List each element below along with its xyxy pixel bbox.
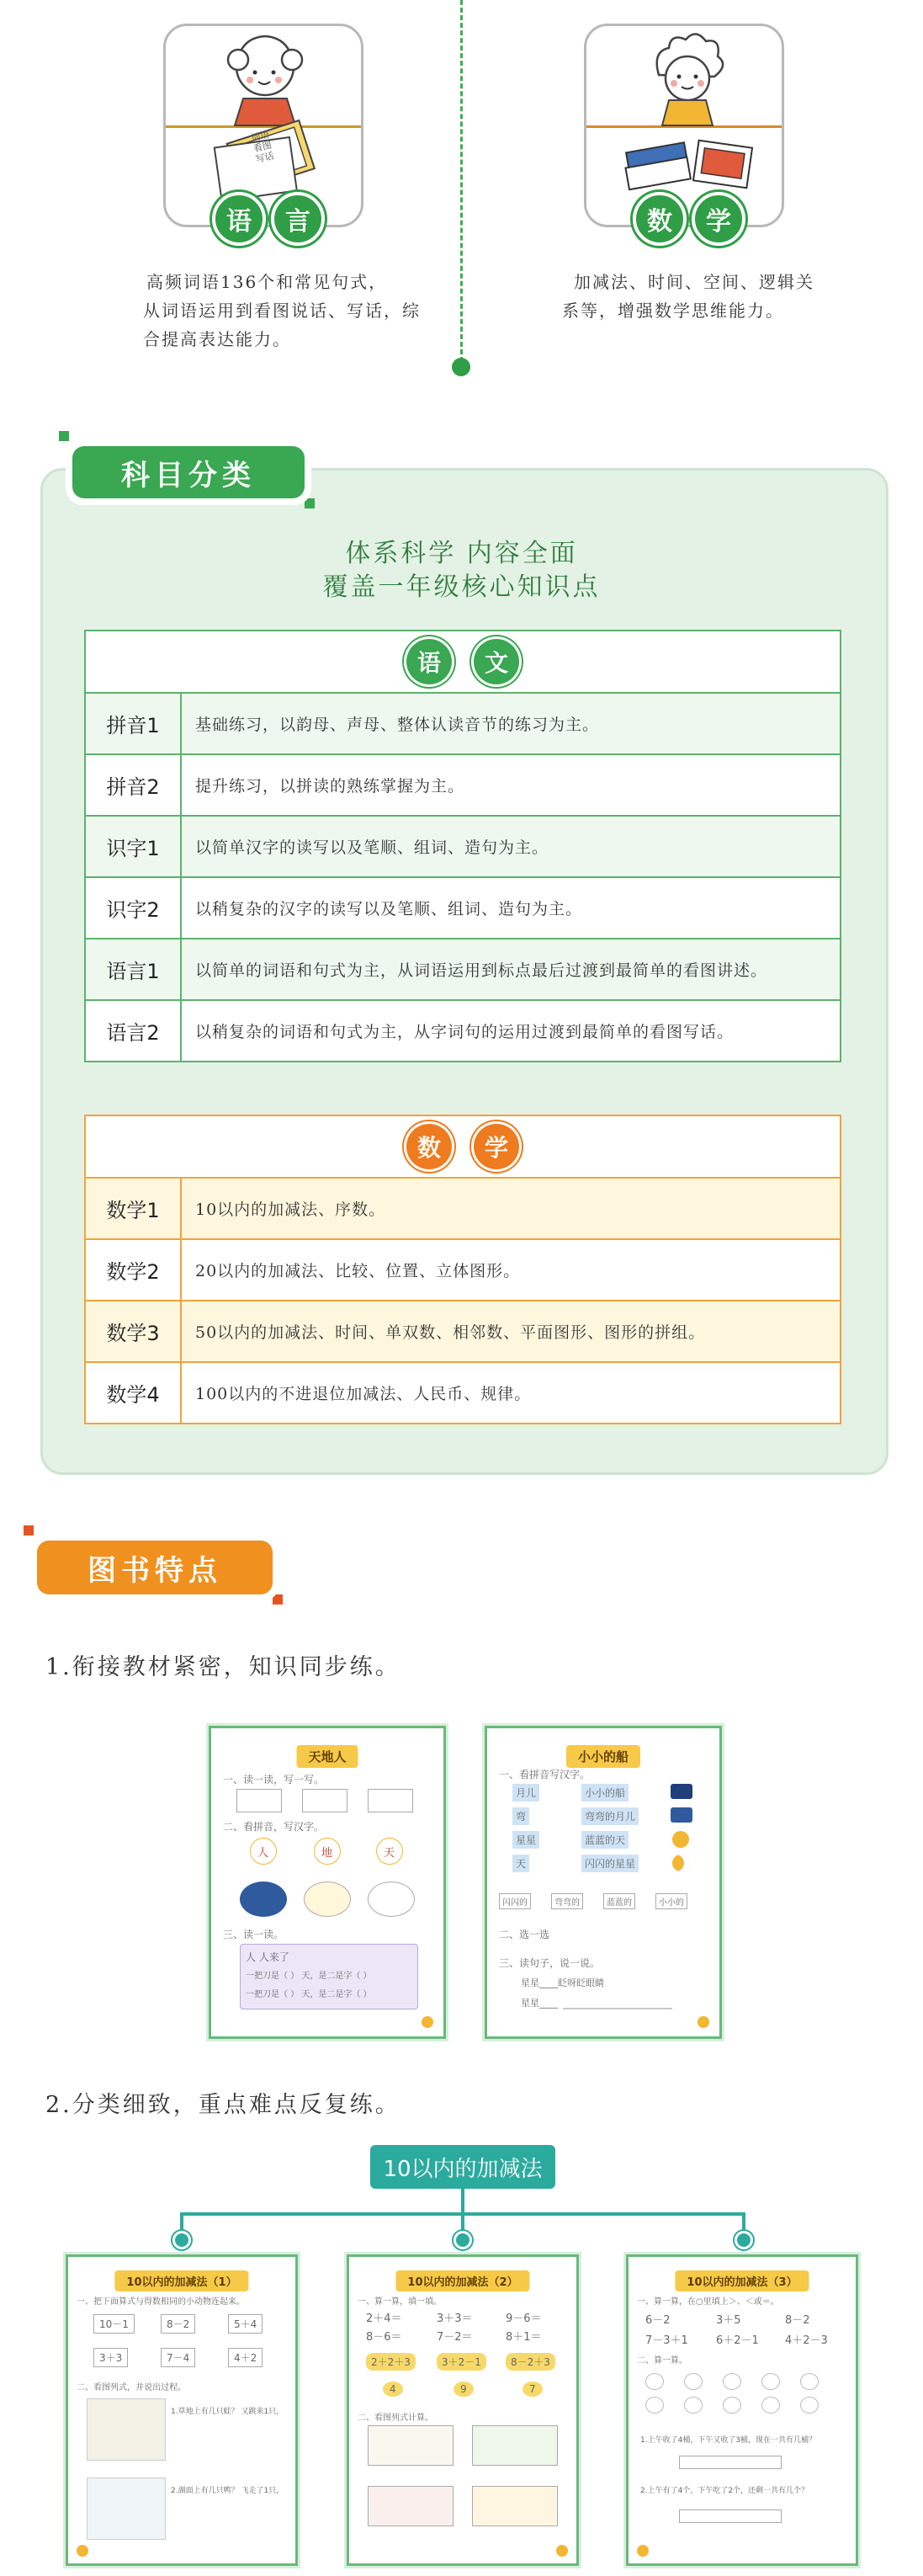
row-name: 拼音2: [86, 755, 182, 815]
question-text: 二、算一算。: [637, 2356, 687, 2366]
equation: 8＋1＝: [506, 2331, 542, 2344]
sheep-icon: [723, 2373, 741, 2390]
book-title-line: 词语: [250, 129, 271, 144]
category-tag-label: 科目分类: [72, 446, 305, 498]
number-bubble: 4: [383, 2382, 403, 2397]
field-picture: [304, 1881, 351, 1917]
table-header-char: 学: [474, 1124, 519, 1169]
row-desc: 100以内的不进退位加减法、人民币、规律。: [195, 1385, 532, 1403]
table-header-char: 语: [406, 639, 452, 684]
badge-char: 言: [271, 192, 325, 246]
worksheet-3: [626, 2254, 858, 2566]
equation-card: 8－2: [161, 2314, 195, 2334]
math-table: [84, 1115, 841, 1424]
tag-corner-square: [59, 431, 69, 441]
desc-line: 加减法、时间、空间、逻辑关: [574, 272, 814, 292]
worksheet-1: [66, 2254, 298, 2566]
story-text: 2.上午有了4个，下午吃了2个，还剩一共有几个？: [640, 2487, 809, 2495]
table-row: [86, 939, 840, 1001]
table-header-char: 数: [406, 1124, 452, 1169]
word-choice-row: [499, 1892, 709, 1912]
sheep-icon: [761, 2397, 780, 2414]
features-tag-label: 图书特点: [37, 1541, 273, 1594]
table-row: [86, 878, 840, 939]
question-text: 一、算一算，填一填。: [358, 2297, 442, 2307]
book-title-line: 看图: [252, 139, 273, 155]
badge-char: 语: [212, 192, 266, 246]
worksheet-2: [347, 2254, 579, 2566]
feature-1-text: 1.衔接教材紧密，知识同步练。: [45, 1654, 400, 1680]
equation-card: 5＋4: [228, 2314, 263, 2334]
sheep-icon: [684, 2397, 703, 2414]
category-subtitle-1: 体系科学 内容全面: [345, 539, 578, 568]
worksheet-title: 10以内的加减法（1）: [114, 2270, 248, 2291]
row-name: 数学4: [86, 1363, 182, 1423]
question-text: 二、看图列式，并说出过程。: [77, 2383, 186, 2392]
table-row: [86, 1301, 840, 1363]
writing-grid: [236, 1789, 282, 1812]
math-table-header: [86, 1116, 840, 1179]
word-chip: 闪闪的星星: [581, 1855, 639, 1872]
sample-page-title: 天地人: [296, 1745, 358, 1768]
right-word-column: [581, 1784, 657, 1876]
reading-box: [240, 1944, 418, 2009]
writing-grid: [368, 1789, 413, 1812]
row-name: 识字1: [86, 817, 182, 876]
comparison: 7－3＋1: [645, 2334, 688, 2347]
equation: 2＋4＝: [366, 2313, 402, 2325]
equation: 9－6＝: [506, 2313, 542, 2325]
choice-word: 小小的: [655, 1893, 687, 1909]
equation-card: 4＋2: [228, 2348, 263, 2367]
sheep-icon: [800, 2397, 819, 2414]
question-text: 一、算一算，在○里填上＞、＜或＝。: [637, 2297, 779, 2307]
sentence-line: 星星____眨呀眨眼睛: [521, 1977, 604, 1988]
row-name: 识字2: [86, 878, 182, 938]
word-chip: 小小的船: [581, 1784, 629, 1802]
row-desc: 50以内的加减法、时间、单双数、相邻数、平面图形、图形的拼组。: [195, 1323, 706, 1342]
tree-node-dot: [172, 2231, 191, 2249]
writing-grid: [302, 1789, 347, 1812]
tree-connector: [461, 2189, 464, 2214]
equation-pill: 2＋2＋3: [366, 2353, 416, 2371]
word-chip: 弯弯的月儿: [581, 1807, 639, 1825]
people-picture: [368, 2486, 454, 2526]
comparison: 3＋5: [716, 2314, 741, 2327]
center-dot: [452, 358, 470, 376]
equation-card: 3＋3: [93, 2348, 128, 2367]
comparison: 6－2: [645, 2314, 671, 2327]
math-description: [562, 268, 814, 325]
desc-line: 合提高表达能力。: [143, 329, 291, 349]
equation-card: 7－4: [161, 2348, 195, 2367]
star-picture: [672, 1831, 689, 1848]
trees-picture: [472, 2425, 558, 2466]
char-label: 地: [321, 1847, 333, 1860]
answer-boxes: [679, 2456, 782, 2469]
question-text: 二、看图列式计算。: [358, 2414, 433, 2423]
question-text: 一、看拼音写汉字。: [499, 1769, 591, 1780]
equation: 7－2＝: [437, 2331, 473, 2344]
char-label: 人: [257, 1847, 269, 1860]
tree-node-dot: [735, 2231, 753, 2249]
row-desc: 提升练习，以拼读的熟练掌握为主。: [195, 777, 465, 796]
sheep-icon: [684, 2373, 703, 2390]
sample-page-xiaoxiaodechuan: [485, 1726, 722, 2039]
word-chip: 蓝蓝的天: [581, 1831, 629, 1849]
table-row: [86, 694, 840, 755]
night-sky-picture: [240, 1881, 287, 1917]
row-desc: 基础练习，以韵母、声母、整体认读音节的练习为主。: [195, 716, 600, 734]
sky-picture: [671, 1807, 692, 1823]
answer-line: [563, 2008, 672, 2009]
word-chip: 弯: [512, 1807, 529, 1825]
row-name: 拼音1: [86, 694, 182, 753]
book-title-line: 写话: [254, 150, 275, 165]
left-word-column: [512, 1784, 546, 1876]
boat-picture: [671, 1784, 692, 1799]
tag-corner-square: [24, 1525, 34, 1535]
row-desc: 以简单的词语和句式为主，从词语运用到标点最后过渡到最简单的看图讲述。: [195, 961, 768, 980]
sample-page-title: 小小的船: [566, 1745, 640, 1768]
row-desc: 以稍复杂的词语和句式为主，从字词句的运用过渡到最简单的看图写话。: [195, 1023, 735, 1041]
answer-boxes: [679, 2509, 782, 2523]
table-row: [86, 755, 840, 817]
number-bubble: 9: [454, 2382, 474, 2397]
sheep-chain: [645, 2370, 839, 2415]
row-name: 语言1: [86, 939, 182, 999]
page-number-dot: [637, 2545, 649, 2557]
equation: 8－6＝: [366, 2331, 402, 2344]
row-name: 语言2: [86, 1001, 182, 1061]
story-text: 1.草地上有几只蛙？ 又跳来1只，: [171, 2408, 284, 2416]
comparison: 6＋2－1: [716, 2334, 759, 2347]
sheep-icon: [723, 2397, 741, 2414]
center-dashed-line: [460, 0, 463, 362]
math-badge: [633, 192, 745, 246]
desc-line: 系等，增强数学思维能力。: [562, 301, 784, 321]
equation-card: 10－1: [93, 2314, 135, 2334]
question-text: 三、读句子，说一说。: [499, 1957, 601, 1969]
worksheet-title: 10以内的加减法（2）: [395, 2270, 529, 2291]
tree-title: 10以内的加减法: [370, 2145, 555, 2189]
table-row: [86, 1179, 840, 1240]
row-name: 数学1: [86, 1179, 182, 1238]
chinese-description: [143, 268, 421, 354]
worksheet-title: 10以内的加减法（3）: [675, 2270, 809, 2291]
cakes-picture: [368, 2425, 454, 2466]
word-chip: 天: [512, 1855, 529, 1872]
comparison: 4＋2－3: [785, 2334, 828, 2347]
table-header-char: 文: [474, 639, 519, 684]
comparison: 8－2: [785, 2314, 810, 2327]
equation: 3＋3＝: [437, 2313, 473, 2325]
table-row: [86, 1001, 840, 1061]
chinese-badge: [212, 192, 325, 246]
category-tag: [66, 439, 311, 505]
table-row: [86, 1240, 840, 1301]
person-picture: [368, 1881, 415, 1917]
choice-word: 闪闪的: [499, 1893, 531, 1909]
tree-node-dot: [454, 2231, 472, 2249]
chinese-table: [84, 630, 841, 1062]
category-subtitle-2: 覆盖一年级核心知识点: [322, 572, 601, 602]
table-row: [86, 817, 840, 878]
desc-line: 高频词语136个和常见句式，: [146, 272, 388, 292]
story-text: 1.上午收了4桶，下午又收了3桶，现在一共有几桶？: [640, 2436, 817, 2445]
number-bubble: 7: [523, 2382, 543, 2397]
reading-line: 一把刀是（ ） 天，是二是字（ ）: [246, 1990, 372, 1999]
row-desc: 10以内的加减法、序数。: [195, 1200, 386, 1219]
table-row: [86, 1363, 840, 1423]
question-text: 一、把下面算式与得数相同的小动物连起来。: [77, 2297, 245, 2307]
row-name: 数学3: [86, 1301, 182, 1361]
question-text: 一、读一读，写一写。: [223, 1774, 325, 1786]
question-text: 二、选一选: [499, 1929, 550, 1940]
page-number-dot: [698, 2016, 709, 2028]
houses-picture: [472, 2486, 558, 2526]
math-books-illustration: [612, 119, 763, 203]
badge-char: 数: [633, 192, 687, 246]
row-desc: 20以内的加减法、比较、位置、立体图形。: [195, 1262, 521, 1280]
page-number-dot: [77, 2545, 88, 2557]
question-text: 三、读一读。: [223, 1929, 284, 1940]
sheep-icon: [800, 2373, 819, 2390]
desc-line: 从词语运用到看图说话、写话，综: [143, 301, 421, 321]
question-text: 二、看拼音，写汉字。: [223, 1821, 325, 1833]
feature-2-text: 2.分类细致，重点难点反复练。: [45, 2092, 400, 2118]
page-number-dot: [422, 2016, 433, 2028]
features-tag: [30, 1534, 279, 1601]
reading-line: 人 人来了: [246, 1951, 289, 1963]
sheep-icon: [761, 2373, 780, 2390]
word-chip: 月儿: [512, 1784, 539, 1802]
char-label: 天: [384, 1847, 395, 1860]
moon-picture: [672, 1855, 689, 1871]
equation-pill: 8－2＋3: [506, 2353, 555, 2371]
sheep-icon: [645, 2397, 664, 2414]
chinese-table-header: [86, 631, 840, 694]
sheep-icon: [645, 2373, 664, 2390]
choice-word: 弯弯的: [551, 1893, 583, 1909]
word-chip: 星星: [512, 1831, 539, 1849]
equation-pill: 3＋2－1: [437, 2353, 486, 2371]
row-name: 数学2: [86, 1240, 182, 1300]
badge-char: 学: [692, 192, 745, 246]
row-desc: 以稍复杂的汉字的读写以及笔顺、组词、造句为主。: [195, 900, 583, 918]
sentence-line: 星星____: [521, 1998, 558, 2009]
choice-word: 蓝蓝的: [603, 1893, 635, 1909]
sample-page-tiandiren: [209, 1726, 446, 2039]
page-number-dot: [556, 2545, 568, 2557]
row-desc: 以简单汉字的读写以及笔顺、组词、造句为主。: [195, 838, 549, 857]
story-text: 2.湖面上有几只鸭？ 飞走了1只，: [171, 2487, 284, 2495]
frogs-picture: [87, 2398, 166, 2461]
ducks-picture: [87, 2478, 166, 2540]
reading-line: 一把刀是（ ） 天，是二是字（ ）: [246, 1972, 372, 1981]
